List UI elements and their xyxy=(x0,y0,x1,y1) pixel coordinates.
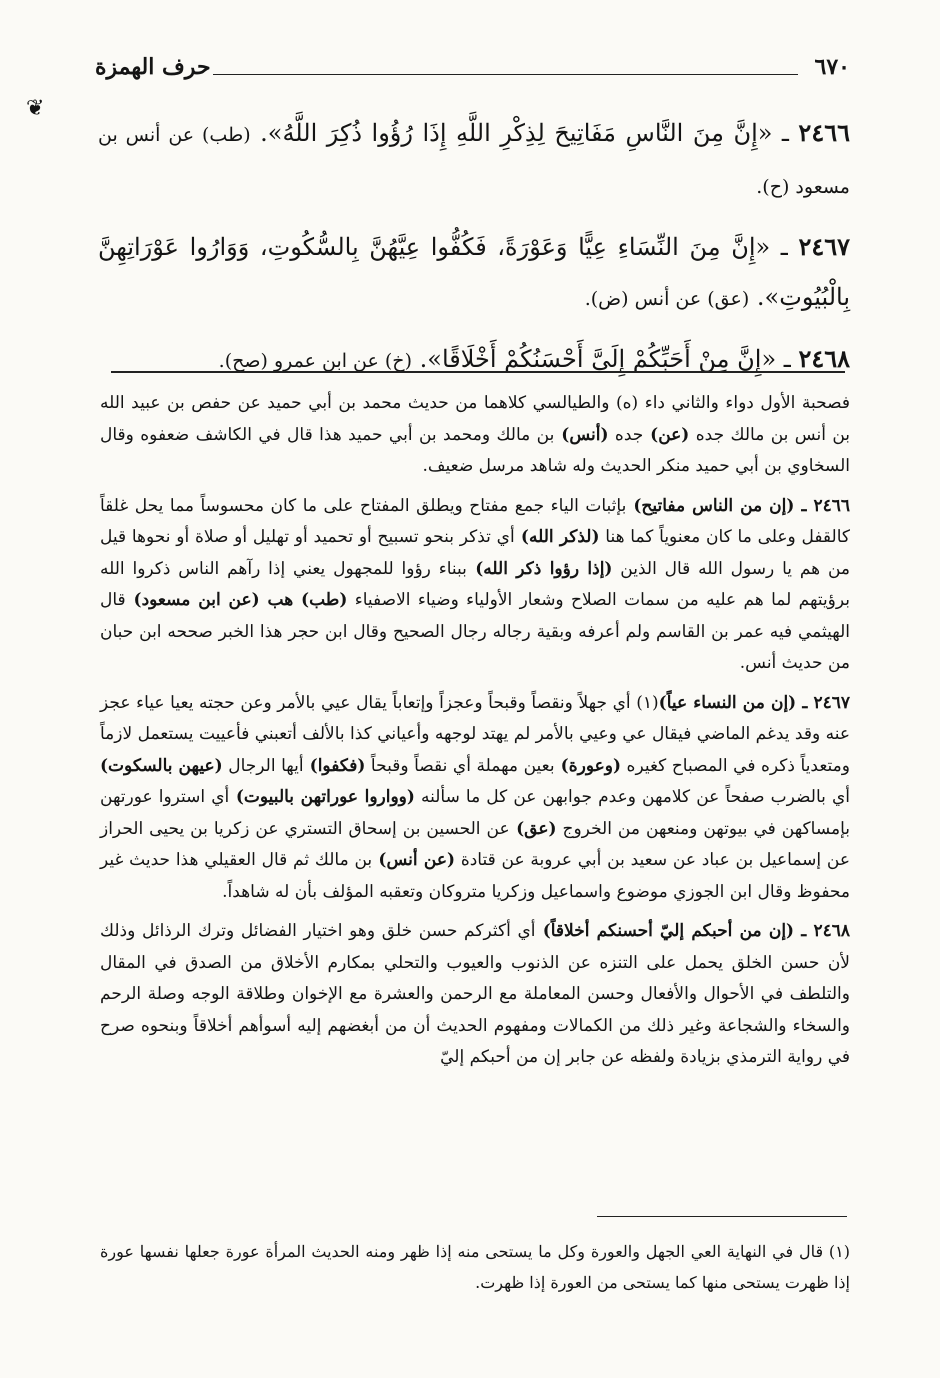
commentary-quote: (إن من الناس مفاتيح) xyxy=(626,495,795,516)
commentary-number: ٢٤٦٦ ـ xyxy=(794,495,850,516)
commentary-quote: (عيهن بالسكوت) xyxy=(100,755,223,776)
commentary-text: بعين مهملة أي نقصاً وقبحاً xyxy=(365,755,555,776)
running-header xyxy=(95,54,850,94)
commentary-text: قال الهيثمي فيه عمر بن القاسم ولم أعرفه وبقية رجاله رجال الصحيح وقال ابن حجر هذا الخبر صححه ابن حبان من حديث أنس. xyxy=(100,590,850,673)
commentary-quote: (لذكر الله) xyxy=(514,527,600,547)
commentary-number: ٢٤٦٧ ـ xyxy=(796,692,851,713)
commentary-text: أيها الرجال xyxy=(222,755,304,776)
commentary-paragraph xyxy=(100,388,850,483)
commentary-text: أي أكثركم حسن خلق وهو اختيار الفضائل وترك الرذائل وذلك لأن حسن الخلق يحمل على التنزه عن الذنوب والعيوب والتحلي بمكارم الأخلاق من الصدق في المقال والتلطف في الأحوال والأفعال وحسن المعاملة مع الرحمن والعشرة مع الإخوان وطلاقة الوجه وصلة الرحم والسخاء والشجاعة وغير ذلك من الكمالات ومفهوم الحديث أن من أبغضهم إليه أسوأهم أخلاقاً وبنحوه صرح في رواية الترمذي بزيادة ولفظه عن جابر إن من أحبكم إليّ xyxy=(100,921,850,1067)
hadith-text: «إِنَّ مِنَ النِّسَاءِ عِيًّا وَعَوْرَةً، فَكُفُّوا عِيَّهُنَّ بِالسُّكُوتِ، وَوَارُوا عَوْرَاتِهِنَّ بِالْبُيُوتِ». xyxy=(98,233,850,311)
hadith-block xyxy=(98,108,850,396)
commentary-quote: (طب) هب (عن ابن مسعود) xyxy=(125,590,348,610)
section-title: حرف الهمزة xyxy=(95,54,211,80)
commentary-quote: (عن) xyxy=(643,424,690,445)
commentary-text: أي تذكر بنحو تسبيح أو تحميد أو تهليل أو صلاة أو نحوها قيل من هم يا رسول الله قال الذين xyxy=(100,527,850,579)
commentary-text: بن مالك ثم قال العقيلي هذا حديث غير محفوظ وقال ابن الجوزي موضوع واسماعيل وزكريا متروكان وتعقبه المؤلف بأن له شاهداً. xyxy=(100,850,850,902)
commentary-text: جده xyxy=(608,424,644,445)
commentary-quote: (إن من النساء عياً) xyxy=(658,692,797,713)
commentary-text: بإثبات الياء جمع مفتاح ويطلق المفتاح على ما كان محسوساً مما يحل غلقاً كالقفل وعلى ما كان معنوياً كما هنا xyxy=(100,495,850,547)
footnote: (١) قال في النهاية العي الجهل والعورة وكل ما يستحى منه إذا ظهر ومنه الحديث المرأة عورة جعلها نفسها عورة إذا ظهرت يستحى منها كما يستحى من العورة إذا ظهرت. xyxy=(100,1242,850,1292)
commentary-quote: (وعورة) xyxy=(554,755,621,776)
commentary-text: بن مالك ومحمد بن أبي حميد هذا قال في الكاشف ضعفوه وقال السخاوي بن أبي حميد منكر الحديث وله شاهد مرسل ضعيف. xyxy=(100,424,850,476)
commentary-paragraph xyxy=(100,916,850,1074)
commentary-quote: (فكفوا) xyxy=(303,755,366,776)
commentary-text: (١) أي جهلاً ونقصاً وقبحاً وعجزاً وإتعاباً يقال عيي بالأمر وعن حجته يعيا عياء عجز عنه وقد يدغم الماضي فيقال عي وعيي بالأمر لم يهتد لوجهه وأعياني كذا بالألف أتعبني فأعييت يستعمل لازماً ومتعدياً ذكره في المصباح كغيره xyxy=(100,692,850,776)
commentary-text: أي استروا عورتهن بإمساكهن في بيوتهن ومنعهن من الخروج xyxy=(100,787,851,839)
hadith-number: ٢٤٦٦ xyxy=(798,118,850,147)
commentary-number: ٢٤٦٨ ـ xyxy=(794,921,850,941)
commentary-quote: (إذا رؤوا ذكر الله) xyxy=(466,558,613,579)
margin-ornament-icon: ❦ xyxy=(26,96,45,121)
hadith-text: «إِنَّ مِنْ أَحَبِّكُمْ إِلَيَّ أَحْسَنُكُمْ أَخْلَاقًا». xyxy=(419,345,777,373)
hadith-number: ٢٤٦٨ xyxy=(798,344,850,373)
hadith-2467: ٢٤٦٧ ـ «إِنَّ مِنَ النِّسَاءِ عِيًّا وَعَوْرَةً، فَكُفُّوا عِيَّهُنَّ بِالسُّكُوتِ، وَوَارُوا عَوْرَاتِهِنَّ بِالْبُيُوتِ». (عق) عن أنس (ض). xyxy=(98,232,850,311)
commentary-quote: (عق) xyxy=(509,818,557,839)
commentary-quote: (عن أنس) xyxy=(372,850,456,870)
commentary-quote: (إن من أحبكم إليّ أحسنكم أخلاقاً) xyxy=(535,921,795,941)
section-divider xyxy=(111,371,845,373)
commentary-text: ببناء رؤوا للمجهول يعني إذا رآهم الناس ذكروا الله برؤيتهم لما هم عليه من سمات الصلاح وشعار الأولياء وضياء الاصفياء xyxy=(100,558,850,610)
commentary-paragraph xyxy=(100,491,850,680)
hadith-source: (عق) عن أنس (ض). xyxy=(584,288,750,310)
hadith-text: «إِنَّ مِنَ النَّاسِ مَفَاتِيحَ لِذِكْرِ اللَّهِ إِذَا رُؤُوا ذُكِرَ اللَّهُ». xyxy=(260,119,773,147)
hadith-2466: ٢٤٦٦ ـ «إِنَّ مِنَ النَّاسِ مَفَاتِيحَ لِذِكْرِ اللَّهِ إِذَا رُؤُوا ذُكِرَ اللَّهُ». (طب) عن أنس بن مسعود (ح). xyxy=(98,118,850,198)
footnote-divider xyxy=(597,1216,847,1217)
hadith-2468: ٢٤٦٨ ـ «إِنَّ مِنْ أَحَبِّكُمْ إِلَيَّ أَحْسَنُكُمْ أَخْلَاقًا». (خ) عن ابن عمرو (صح). xyxy=(218,344,850,373)
hadith-source: (طب) عن أنس بن مسعود (ح). xyxy=(98,124,850,198)
commentary-quote: (وواروا عوراتهن بالبيوت) xyxy=(229,787,415,807)
commentary-text: فصحبة الأول دواء والثاني داء (ه) والطيالسي كلاهما من حديث محمد بن أبي حميد عن حفص بن عبيد الله بن أنس بن مالك جده xyxy=(100,393,851,445)
commentary-quote: (أنس) xyxy=(554,424,609,445)
header-rule xyxy=(213,74,798,75)
commentary-text: عن الحسين بن إسحاق التستري عن زكريا بن يحيى الحراز عن إسماعيل بن عباد عن سعيد بن أبي عروبة عن قتادة xyxy=(100,818,850,870)
commentary-block xyxy=(100,388,850,1082)
page-number: ٦٧٠ xyxy=(814,54,850,80)
hadith-source: (خ) عن ابن عمرو (صح). xyxy=(218,350,412,372)
commentary-text: أي بالضرب صفحاً عن كلامهن وعدم جوابهن عن كل ما سألنه xyxy=(414,787,850,807)
hadith-number: ٢٤٦٧ xyxy=(798,232,850,261)
commentary-paragraph xyxy=(100,688,850,909)
